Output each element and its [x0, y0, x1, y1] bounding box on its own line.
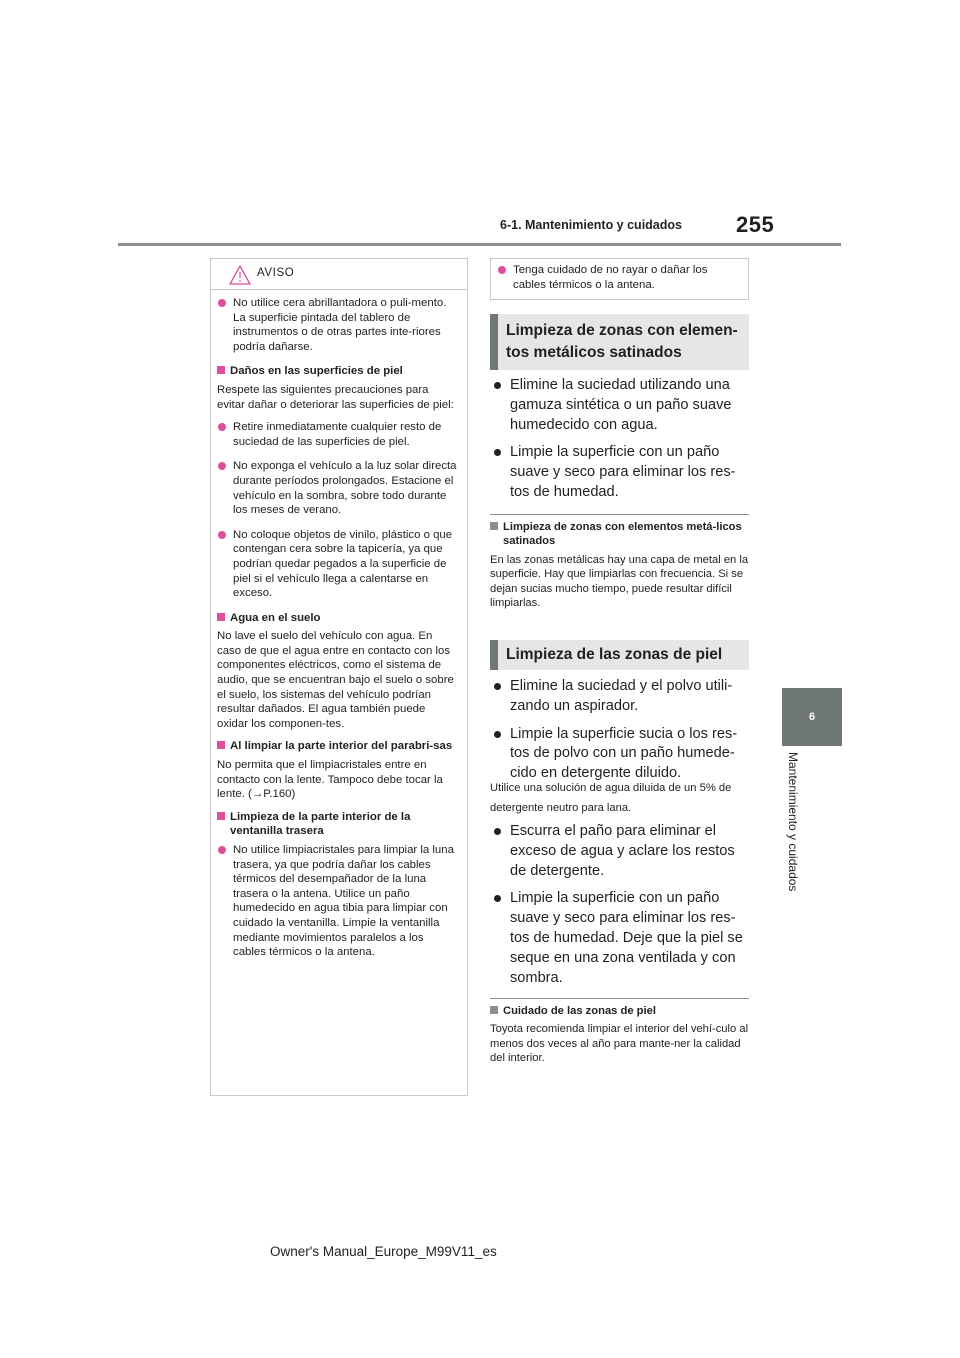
bullet-icon [494, 382, 501, 389]
header-rule [118, 243, 841, 246]
list-item-text: Tenga cuidado de no rayar o dañar los cables térmicos o la antena. [513, 264, 708, 291]
square-bullet-icon [490, 1006, 498, 1014]
list-item-text: Limpie la superficie con un paño suave y seco para eliminar los res-tos de humedad. Deje que la piel se seque en una zona ventilada y con sombra. [510, 890, 743, 986]
heading-metal: Limpieza de zonas con elemen-tos metálicos satinados [490, 314, 749, 370]
footer-text: Owner's Manual_Europe_M99V11_es [270, 1244, 497, 1259]
chapter-label [782, 752, 806, 922]
subsection-rule [490, 998, 749, 999]
subsection-title [490, 1004, 752, 1018]
bullet-icon [494, 731, 501, 738]
list-item [217, 528, 459, 601]
note-text: Utilice una solución de agua diluida de un 5% de detergente neutro para lana. [490, 782, 732, 814]
square-bullet-icon [217, 812, 225, 820]
list-item [217, 843, 459, 960]
square-bullet-icon [217, 613, 225, 621]
chapter-label-text: Mantenimiento y cuidados [786, 752, 800, 892]
list-item [490, 677, 752, 717]
bullet-icon [494, 895, 501, 902]
subsection-title-text: Cuidado de las zonas de piel [503, 1005, 656, 1017]
subsection-title-text: Limpieza de zonas con elementos metá-licos satinados [503, 521, 742, 548]
section-title: 6-1. Mantenimiento y cuidados [500, 218, 682, 232]
bullet-icon [494, 828, 501, 835]
bullet-icon [494, 683, 501, 690]
subsection-title-text: Daños en las superficies de piel [230, 365, 403, 378]
subsection-title [217, 739, 459, 754]
list-item [490, 822, 752, 881]
list-item [217, 420, 459, 449]
paragraph: En las zonas metálicas hay una capa de metal en la superficie. Hay que limpiarlas con frecuencia. Si se dejan sucias mucho tiempo, puede resultar difícil limpiarlas. [490, 553, 749, 610]
list-item-text: No exponga el vehículo a la luz solar directa durante períodos prolongados. Estacione el vehículo en la sombra, sobre todo durante los meses de verano. [233, 460, 457, 517]
caution-continuation-box [490, 258, 749, 300]
bullet-icon [218, 299, 226, 307]
bullet-icon [498, 266, 506, 274]
paragraph: Toyota recomienda limpiar el interior del vehí-culo al menos dos veces al año para mante-ner la calidad del interior. [490, 1023, 749, 1065]
subsection-title-text: Agua en el suelo [230, 611, 321, 624]
subsection-title [217, 364, 459, 379]
caution-box [210, 258, 468, 1096]
list-item [490, 443, 752, 502]
subsection-title-text: Al limpiar la parte interior del parabri-sas [230, 740, 453, 753]
list-item [497, 263, 740, 292]
chapter-tab [782, 688, 842, 746]
list-item-text: Elimine la suciedad y el polvo utili-zando un aspirador. [510, 678, 733, 714]
metal-steps [490, 376, 752, 511]
heading-piel: Limpieza de las zonas de piel [490, 640, 749, 670]
list-item-text: Limpie la superficie sucia o los res-tos de polvo con un paño humede-cido en detergente diluido. [510, 725, 738, 782]
paragraph: No permita que el limpiacristales entre en contacto con la lente. Tampoco debe tocar la lente. (→P.160) [217, 759, 443, 801]
paragraph: No lave el suelo del vehículo con agua. En caso de que el agua entre en contacto con los componentes eléctricos, como el sistema de audio, que se encuentran bajo el suelo o sobre el suelo, los sistemas del vehículo podrían resultar dañados. El agua también puede oxidar los componen-tes. [217, 630, 454, 730]
list-item [217, 296, 459, 354]
list-item-text: Retire inmediatamente cualquier resto de suciedad de las superficies de piel. [233, 421, 442, 448]
metal-subsection [490, 520, 752, 610]
list-item-text: Elimine la suciedad utilizando una gamuza sintética o un paño suave humedecido con agua. [510, 377, 732, 433]
square-bullet-icon [217, 366, 225, 374]
subsection-title-text: Limpieza de la parte interior de la ventanilla trasera [230, 810, 411, 838]
chapter-number: 6 [808, 711, 816, 723]
cuidado-subsection [490, 1004, 752, 1066]
bullet-icon [218, 423, 226, 431]
list-item-text: No utilice cera abrillantadora o puli-mento. La superficie pintada del tablero de instrumentos o de otras partes inte-riores podría dañarse. [233, 297, 447, 353]
list-item-text: Escurra el paño para eliminar el exceso de agua y aclare los restos de detergente. [510, 823, 735, 879]
page-number: 255 [736, 212, 775, 237]
square-bullet-icon [490, 522, 498, 530]
caution-body [211, 290, 467, 960]
caution-title: AVISO [257, 267, 295, 279]
subsection-title [217, 611, 459, 626]
bullet-icon [218, 531, 226, 539]
list-item [490, 725, 752, 784]
subsection-rule [490, 514, 749, 515]
bullet-icon [218, 846, 226, 854]
list-item [217, 459, 459, 517]
list-item-text: No utilice limpiacristales para limpiar la luna trasera, ya que podría dañar los cables térmicos del desempañador de la luna trasera o la antena. Utilice un paño humedecido en agua tibia para limpiar con cuidado la ventanilla. Limpie la ventanilla mediante movimientos paralelos a los cables térmicos o la antena. [233, 844, 454, 959]
bullet-icon [218, 462, 226, 470]
caution-header [211, 259, 467, 290]
bullet-icon [494, 449, 501, 456]
list-item-text: Limpie la superficie con un paño suave y seco para eliminar los res-tos de humedad. [510, 444, 736, 500]
piel-steps [490, 677, 752, 792]
subsection-title [490, 520, 752, 549]
square-bullet-icon [217, 741, 225, 749]
list-item-text: No coloque objetos de vinilo, plástico o que contengan cera sobre la tapicería, ya que podrían quedar pegados a la superficie de piel si el vehículo llega a calentarse en exceso. [233, 528, 453, 600]
list-item [490, 376, 752, 435]
paragraph: Respete las siguientes precauciones para evitar dañar o deteriorar las superficies de piel: [217, 383, 454, 411]
subsection-title [217, 810, 459, 839]
piel-steps-2 [490, 822, 752, 996]
warning-triangle-icon [229, 265, 251, 285]
list-item [490, 889, 752, 988]
